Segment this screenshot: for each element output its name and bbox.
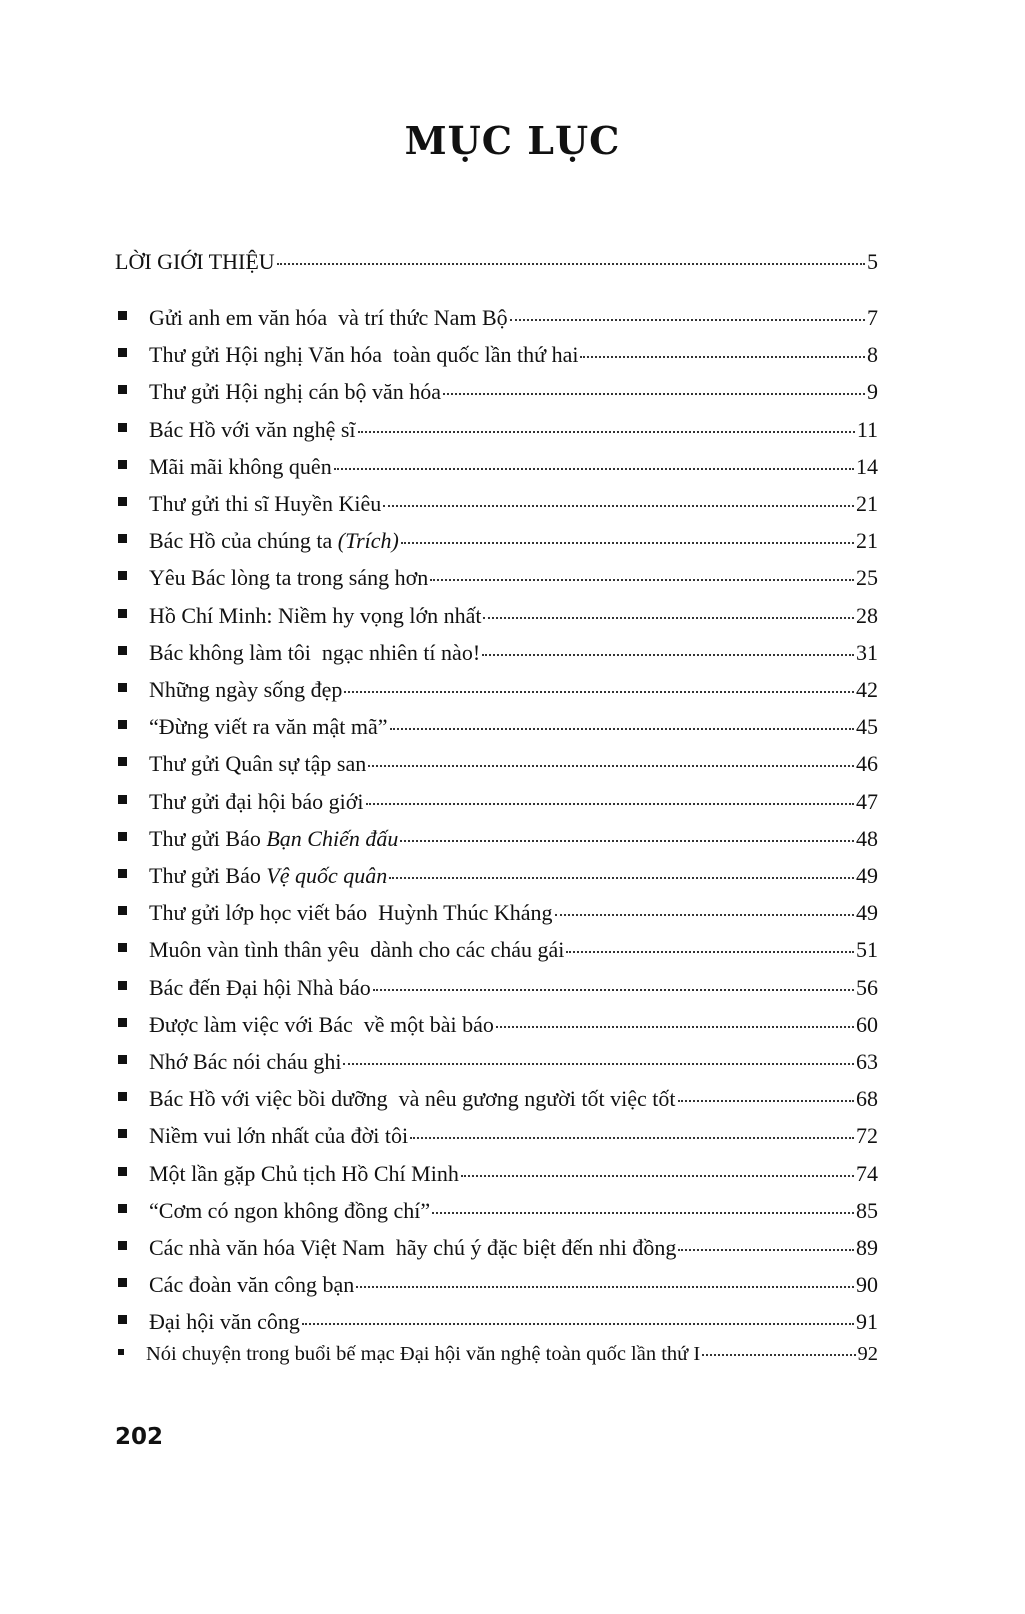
dot-leader bbox=[401, 542, 854, 544]
dot-leader bbox=[389, 877, 854, 879]
toc-entry-title bbox=[115, 565, 428, 591]
toc-intro-title: LỜI GIỚI THIỆU bbox=[115, 249, 275, 274]
toc-entry-title-text: Yêu Bác lòng ta trong sáng hơn bbox=[149, 565, 429, 591]
toc-entry-title bbox=[115, 789, 364, 815]
toc-entry-page: 45 bbox=[856, 714, 878, 740]
toc-entry-page: 46 bbox=[856, 751, 878, 777]
toc-entry-page: 92 bbox=[857, 1343, 878, 1365]
square-bullet-icon bbox=[118, 1167, 127, 1176]
square-bullet-icon bbox=[118, 1278, 127, 1287]
toc-entry-page: 31 bbox=[856, 639, 878, 665]
toc-entry bbox=[115, 1272, 878, 1302]
dot-leader bbox=[344, 691, 854, 693]
toc-entry-title-text: Bác không làm tôi ngạc nhiên tí nào! bbox=[149, 639, 481, 665]
dot-leader bbox=[678, 1249, 854, 1251]
toc-entry bbox=[115, 789, 878, 819]
toc-entry-title bbox=[115, 677, 342, 703]
square-bullet-icon bbox=[118, 1315, 127, 1324]
toc-entry-title-text: Được làm việc với Bác về một bài báo bbox=[149, 1011, 494, 1037]
square-bullet-icon bbox=[118, 385, 127, 394]
toc-entry bbox=[115, 1235, 878, 1265]
toc-entry bbox=[115, 379, 878, 409]
toc-entry-page: 49 bbox=[856, 863, 878, 888]
toc-entry-title-text: Bác đến Đại hội Nhà báo bbox=[149, 974, 371, 1000]
toc-entry-title-text: Các đoàn văn công bạn bbox=[149, 1272, 355, 1298]
toc-entry-page: 42 bbox=[856, 677, 878, 702]
toc-entry-title bbox=[115, 1309, 300, 1335]
toc-entry bbox=[115, 1049, 878, 1079]
toc-entry-page: 74 bbox=[856, 1160, 878, 1186]
dot-leader bbox=[400, 840, 854, 842]
toc-entry-title-text: Một lần gặp Chủ tịch Hồ Chí Minh bbox=[149, 1160, 459, 1186]
toc-entry-title bbox=[115, 1049, 341, 1075]
square-bullet-icon bbox=[118, 1092, 127, 1101]
square-bullet-icon bbox=[118, 981, 127, 990]
toc-entry-title bbox=[115, 342, 578, 368]
dot-leader bbox=[461, 1175, 854, 1177]
dot-leader bbox=[430, 579, 854, 581]
dot-leader bbox=[510, 319, 865, 321]
dot-leader bbox=[432, 1212, 854, 1214]
toc-entry bbox=[115, 714, 878, 744]
toc-entry-title-text: Hồ Chí Minh: Niềm hy vọng lớn nhất bbox=[149, 602, 482, 628]
toc-entry-page: 28 bbox=[856, 602, 878, 628]
toc-entry bbox=[115, 677, 878, 707]
toc-entry-title-text: Muôn vàn tình thân yêu dành cho các cháu gái bbox=[149, 937, 565, 963]
toc-entry bbox=[115, 565, 878, 595]
toc-entry bbox=[115, 937, 878, 967]
square-bullet-icon bbox=[118, 757, 127, 766]
toc-entry-title bbox=[115, 1235, 676, 1261]
toc-entry-title-text: Thư gửi lớp học viết báo Huỳnh Thúc Kháng bbox=[149, 900, 553, 926]
square-bullet-icon bbox=[118, 943, 127, 952]
toc-entry bbox=[115, 1086, 878, 1116]
square-bullet-icon bbox=[118, 1241, 127, 1250]
toc-entry-page: 90 bbox=[856, 1272, 878, 1298]
toc-entry-title bbox=[115, 1198, 430, 1224]
toc-entry bbox=[115, 1198, 878, 1228]
square-bullet-icon bbox=[118, 348, 127, 357]
toc-entry-page: 21 bbox=[856, 528, 878, 554]
dot-leader bbox=[356, 1286, 854, 1288]
toc-entry-page: 51 bbox=[856, 937, 878, 963]
dot-leader bbox=[483, 617, 854, 619]
toc-entry bbox=[115, 751, 878, 781]
toc-entry bbox=[115, 454, 878, 484]
square-bullet-icon bbox=[118, 1204, 127, 1213]
dot-leader bbox=[410, 1137, 854, 1139]
toc-entry bbox=[115, 826, 878, 856]
toc-entry bbox=[115, 528, 878, 558]
square-bullet-icon bbox=[118, 1055, 127, 1064]
dot-leader bbox=[496, 1026, 854, 1028]
toc-entry-title bbox=[115, 863, 387, 889]
toc-entry-page: 11 bbox=[856, 416, 878, 442]
toc-entry-page: 9 bbox=[867, 379, 878, 405]
dot-leader bbox=[702, 1354, 855, 1356]
dot-leader bbox=[566, 951, 854, 953]
toc-entry-page: 21 bbox=[856, 491, 878, 516]
dot-leader bbox=[368, 765, 854, 767]
dot-leader bbox=[366, 803, 854, 805]
square-bullet-icon bbox=[118, 1129, 127, 1138]
toc-entry-title-text: Thư gửi Hội nghị cán bộ văn hóa bbox=[149, 379, 442, 405]
page-number: 202 bbox=[115, 1424, 164, 1450]
toc-entry-title-text: Đại hội văn công bbox=[149, 1309, 300, 1335]
square-bullet-icon bbox=[118, 646, 127, 655]
square-bullet-icon bbox=[118, 497, 127, 506]
toc-entry bbox=[115, 491, 878, 521]
square-bullet-icon bbox=[118, 460, 127, 469]
toc-entry-title bbox=[115, 900, 553, 926]
toc-entry-title-text: Nhớ Bác nói cháu ghi bbox=[149, 1049, 342, 1074]
toc-entry-title-text: Thư gửi đại hội báo giới bbox=[149, 788, 364, 814]
square-bullet-icon bbox=[118, 571, 127, 580]
toc-entry-page: 7 bbox=[867, 305, 878, 330]
square-bullet-icon bbox=[118, 683, 127, 692]
square-bullet-icon bbox=[118, 311, 127, 320]
toc-entry-title-text: Các nhà văn hóa Việt Nam hãy chú ý đặc biệt đến nhi đồng bbox=[149, 1235, 677, 1260]
toc-entry-title bbox=[115, 751, 366, 777]
toc-entry-title-text: Niềm vui lớn nhất của đời tôi bbox=[149, 1123, 409, 1149]
toc-entry bbox=[115, 342, 878, 372]
dot-leader bbox=[358, 431, 855, 433]
toc-entry-title bbox=[115, 1272, 354, 1298]
toc-entry-title bbox=[115, 417, 356, 443]
toc-entry-title-text: Thư gửi thi sĩ Huyền Kiêu bbox=[149, 491, 382, 516]
toc-entry bbox=[115, 1161, 878, 1191]
toc-entry-title-text: Bác Hồ với việc bồi dưỡng và nêu gương người tốt việc tốt bbox=[149, 1086, 676, 1112]
toc-entry-title bbox=[115, 491, 381, 517]
toc-entry-page: 56 bbox=[856, 974, 878, 1000]
dot-leader bbox=[482, 654, 854, 656]
toc-entry-page: 48 bbox=[856, 825, 878, 851]
dot-leader bbox=[302, 1323, 854, 1325]
toc-entry-title-text: Nói chuyện trong buổi bế mạc Đại hội văn nghệ toàn quốc lần thứ I bbox=[146, 1343, 701, 1365]
toc-entry-page: 49 bbox=[856, 900, 878, 926]
toc-entry-title-italic: Bạn Chiến đấu bbox=[266, 825, 399, 851]
toc-entry-title bbox=[115, 305, 508, 331]
toc-entry-page: 72 bbox=[856, 1123, 878, 1149]
toc-entry bbox=[115, 1123, 878, 1153]
toc-entry bbox=[115, 640, 878, 670]
toc-entry-title bbox=[115, 379, 441, 405]
toc-entry-title-text: Thư gửi Báo bbox=[149, 825, 267, 851]
square-bullet-icon bbox=[118, 423, 127, 432]
dot-leader bbox=[580, 356, 865, 358]
toc-entry-title bbox=[115, 454, 332, 480]
toc-entry-title bbox=[115, 528, 399, 554]
dot-leader bbox=[678, 1100, 855, 1102]
dot-leader bbox=[343, 1063, 854, 1065]
toc-entry-page: 91 bbox=[856, 1309, 878, 1335]
toc-entry-title bbox=[115, 640, 480, 666]
toc-entry bbox=[115, 1309, 878, 1339]
toc-entry bbox=[115, 863, 878, 893]
square-bullet-icon bbox=[118, 1349, 124, 1355]
toc-entry-title-text: Bác Hồ của chúng ta bbox=[149, 528, 338, 554]
toc-entry-page: 8 bbox=[867, 342, 878, 368]
toc-entry-title-text: Thư gửi Báo bbox=[149, 863, 267, 888]
toc-entry-title-text: Những ngày sống đẹp bbox=[149, 677, 343, 702]
toc-entry-title bbox=[115, 1161, 459, 1187]
toc-entry-title-text: “Cơm có ngon không đồng chí” bbox=[149, 1197, 431, 1223]
toc-entry-page: 85 bbox=[856, 1197, 878, 1223]
toc-intro bbox=[115, 249, 878, 279]
toc-entry bbox=[115, 1343, 878, 1373]
toc-entry-page: 89 bbox=[856, 1235, 878, 1260]
square-bullet-icon bbox=[118, 795, 127, 804]
dot-leader bbox=[383, 505, 854, 507]
dot-leader bbox=[390, 728, 854, 730]
dot-leader bbox=[555, 914, 854, 916]
toc-entry-title bbox=[115, 826, 398, 852]
square-bullet-icon bbox=[118, 1018, 127, 1027]
toc-entry-page: 47 bbox=[856, 788, 878, 814]
toc-entry-page: 63 bbox=[856, 1049, 878, 1074]
toc-entry-title-text: Thư gửi Hội nghị Văn hóa toàn quốc lần thứ hai bbox=[149, 342, 579, 368]
toc-entry bbox=[115, 1012, 878, 1042]
toc-entry-title bbox=[115, 937, 564, 963]
toc-entry-title-italic: Vệ quốc quân bbox=[266, 863, 388, 888]
toc-entry bbox=[115, 417, 878, 447]
dot-leader bbox=[334, 468, 854, 470]
toc-entry-title bbox=[115, 1123, 408, 1149]
toc-entry-title-text: Thư gửi Quân sự tập san bbox=[149, 751, 367, 777]
toc-entry-title-italic: (Trích) bbox=[337, 528, 399, 554]
toc-entry-title bbox=[115, 975, 371, 1001]
toc-entry-title-text: “Đừng viết ra văn mật mã” bbox=[149, 714, 388, 740]
toc-entry-page: 25 bbox=[856, 565, 878, 591]
toc-entry-page: 14 bbox=[856, 453, 878, 479]
toc-entry-title-text: Bác Hồ với văn nghệ sĩ bbox=[149, 416, 356, 442]
toc-entry bbox=[115, 900, 878, 930]
toc-entry-title bbox=[115, 1086, 676, 1112]
toc-entry-title-text: Gửi anh em văn hóa và trí thức Nam Bộ bbox=[149, 305, 508, 330]
toc-entry-title bbox=[115, 1012, 494, 1038]
toc-entry bbox=[115, 305, 878, 335]
toc-entry bbox=[115, 603, 878, 633]
toc-entry-title bbox=[115, 1343, 700, 1366]
toc-intro-page: 5 bbox=[867, 249, 878, 274]
dot-leader bbox=[443, 393, 865, 395]
dot-leader bbox=[373, 989, 854, 991]
square-bullet-icon bbox=[118, 534, 127, 543]
toc-entry-page: 68 bbox=[856, 1086, 878, 1112]
square-bullet-icon bbox=[118, 906, 127, 915]
dot-leader bbox=[277, 263, 865, 265]
toc-entry-page: 60 bbox=[856, 1011, 878, 1037]
square-bullet-icon bbox=[118, 869, 127, 878]
square-bullet-icon bbox=[118, 720, 127, 729]
toc-entry bbox=[115, 975, 878, 1005]
toc-entry-title bbox=[115, 714, 388, 740]
toc-entry-title-text: Mãi mãi không quên bbox=[149, 453, 332, 479]
square-bullet-icon bbox=[118, 832, 127, 841]
toc-entry-title bbox=[115, 603, 481, 629]
square-bullet-icon bbox=[118, 609, 127, 618]
page-title: MỤC LỤC bbox=[404, 118, 621, 163]
